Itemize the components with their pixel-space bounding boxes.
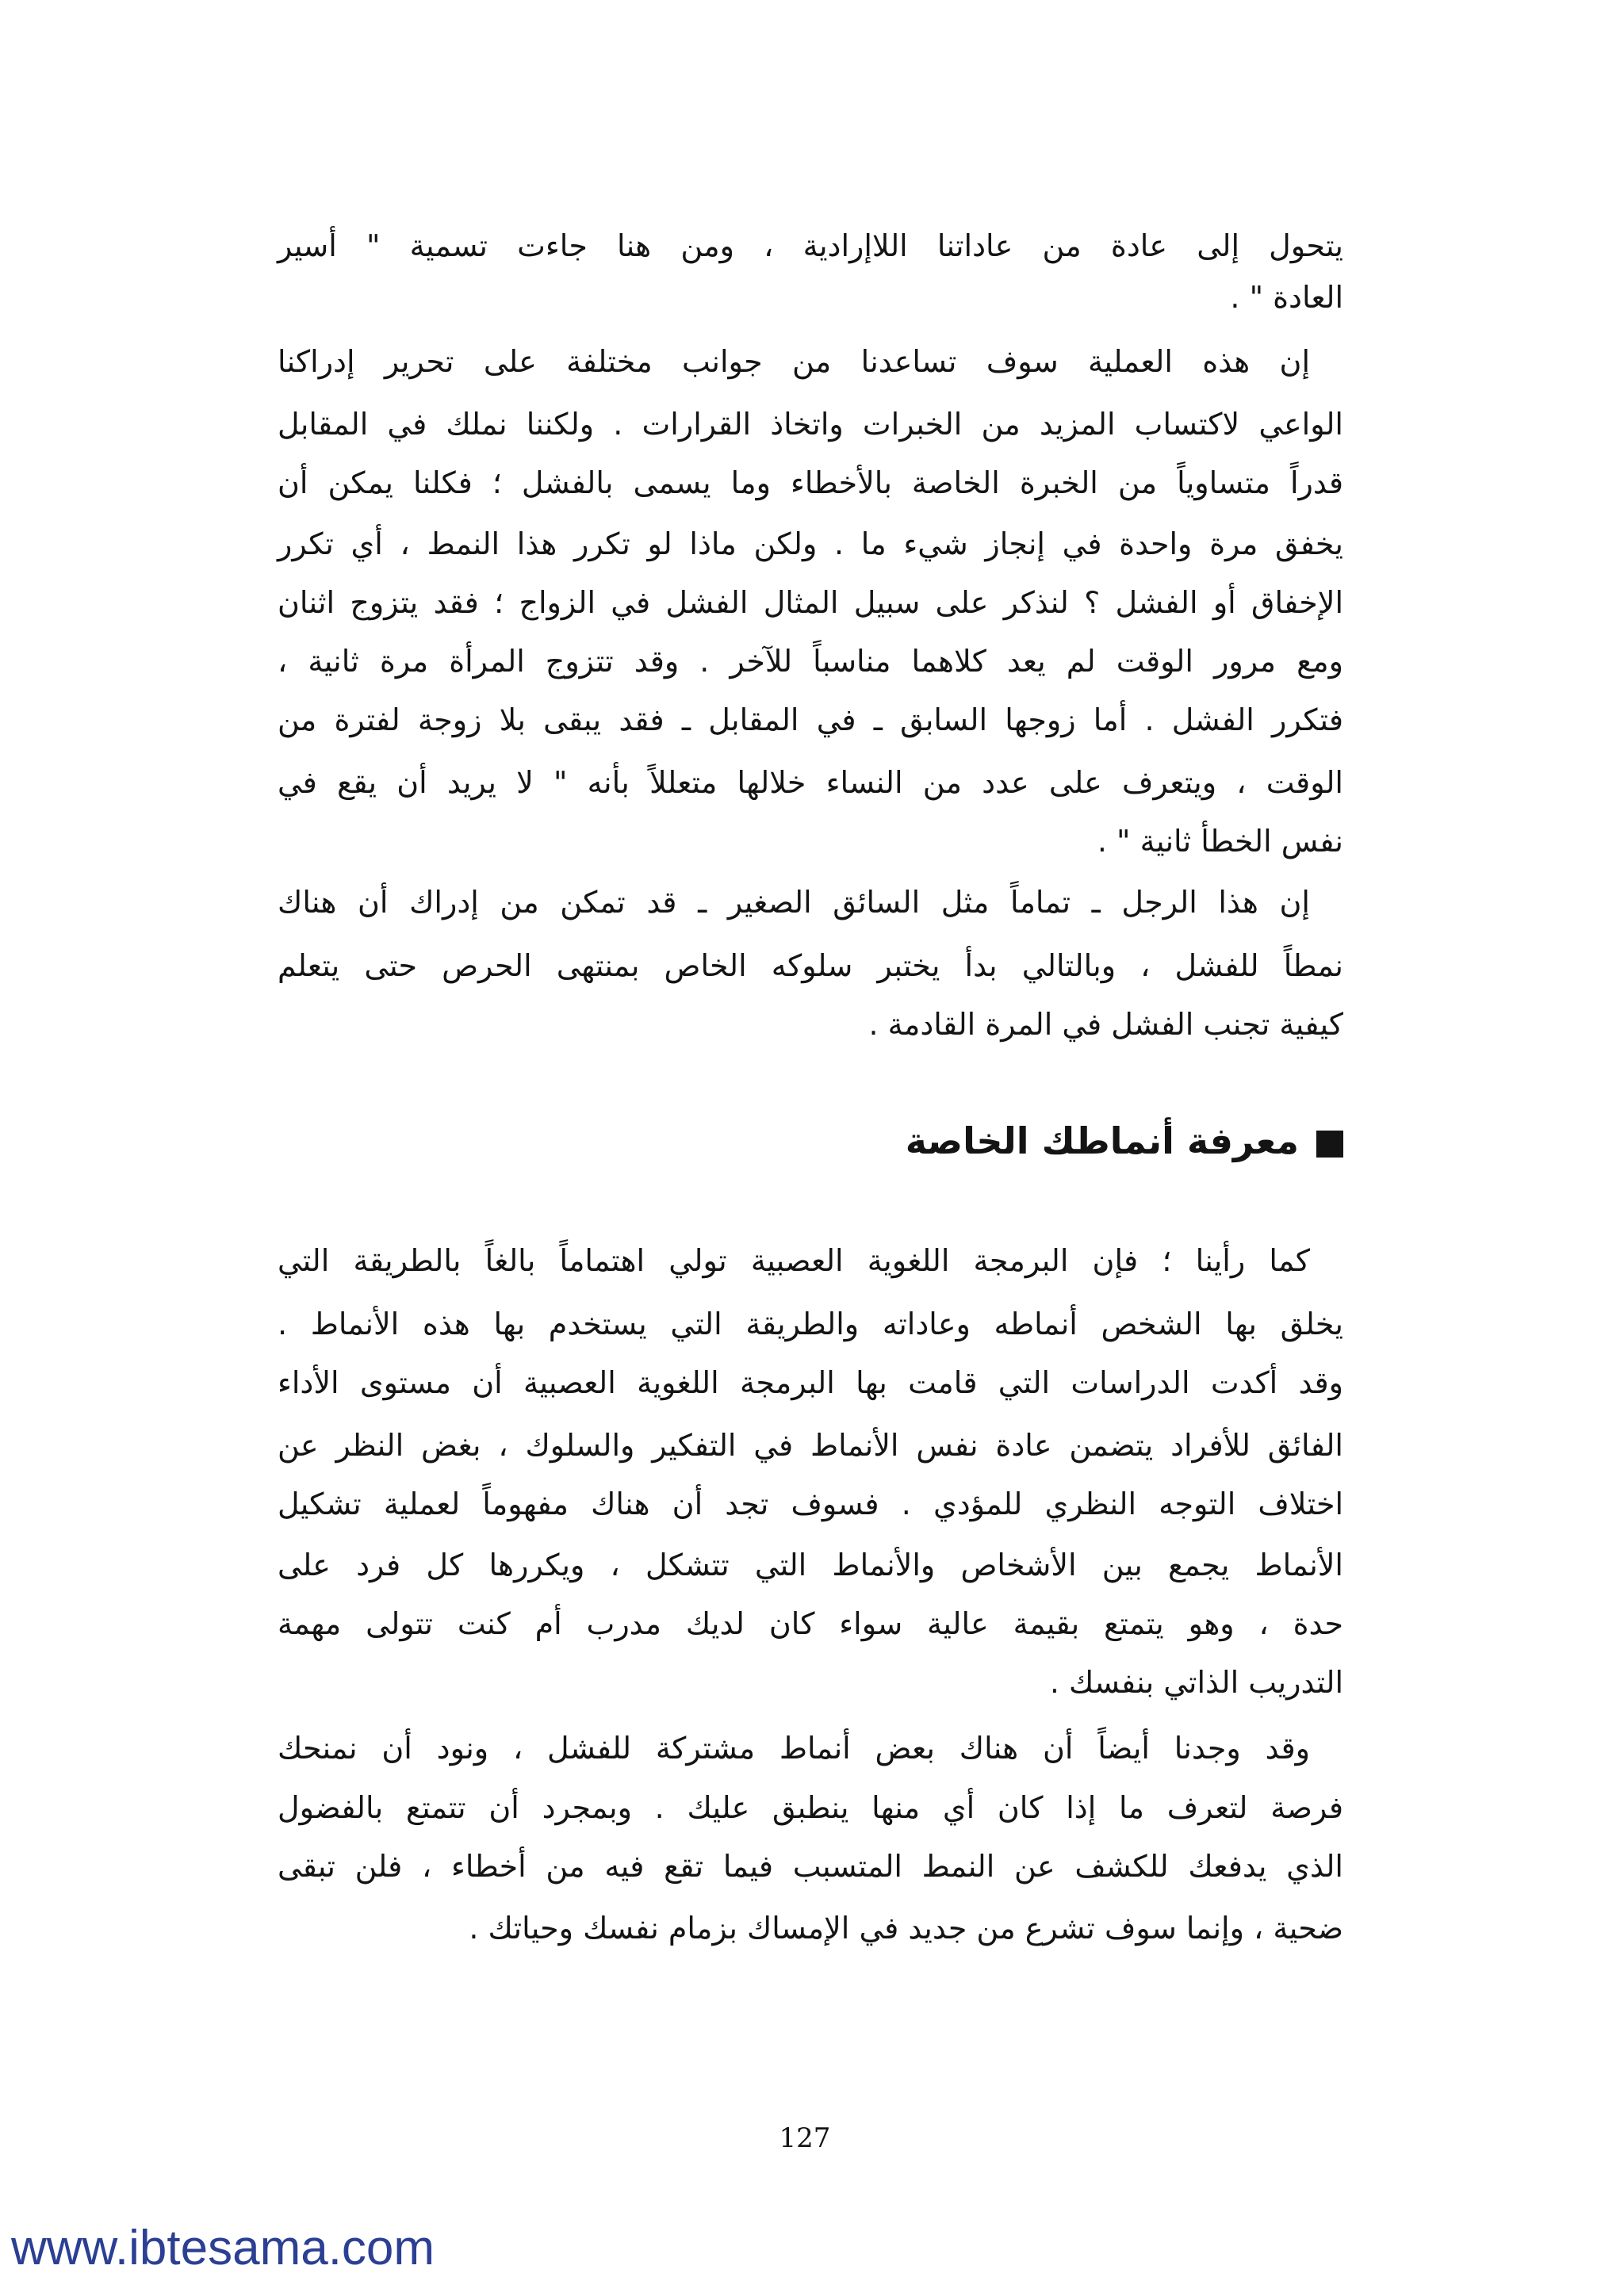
square-bullet-icon (1316, 1131, 1343, 1158)
text-line: يخفق مرة واحدة في إنجاز شيء ما . ولكن ماذا لو تكرر هذا النمط ، أي تكرر (278, 526, 1343, 561)
text-line: كيفية تجنب الفشل في المرة القادمة . (868, 1007, 1343, 1042)
text-line: يتحول إلى عادة من عاداتنا اللاإرادية ، ومن هنا جاءت تسمية " أسير (278, 228, 1343, 263)
text-line: العادة " . (1230, 280, 1343, 315)
text-line: التدريب الذاتي بنفسك . (1049, 1665, 1343, 1700)
text-line: وقد وجدنا أيضاً أن هناك بعض أنماط مشتركة للفشل ، ونود أن نمنحك (278, 1731, 1310, 1766)
text-line: إن هذه العملية سوف تساعدنا من جوانب مختلفة على تحرير إدراكنا (278, 344, 1310, 379)
text-line: نمطاً للفشل ، وبالتالي بدأ يختبر سلوكه الخاص بمنتهى الحرص حتى يتعلم (278, 948, 1343, 983)
text-line: وقد أكدت الدراسات التي قامت بها البرمجة اللغوية العصبية أن مستوى الأداء (278, 1365, 1343, 1400)
text-line: الفائق للأفراد يتضمن عادة نفس الأنماط في التفكير والسلوك ، بغض النظر عن (278, 1428, 1343, 1463)
text-line: إن هذا الرجل ـ تماماً مثل السائق الصغير ـ قد تمكن من إدراك أن هناك (278, 885, 1310, 920)
text-line: يخلق بها الشخص أنماطه وعاداته والطريقة التي يستخدم بها هذه الأنماط . (278, 1307, 1343, 1341)
text-line: الذي يدفعك للكشف عن النمط المتسبب فيما تقع فيه من أخطاء ، فلن تبقى (278, 1849, 1343, 1884)
text-line: اختلاف التوجه النظري للمؤدي . فسوف تجد أن هناك مفهوماً لعملية تشكيل (278, 1487, 1343, 1521)
text-line: الوقت ، ويتعرف على عدد من النساء خلالها متعللاً بأنه " لا يريد أن يقع في (278, 765, 1343, 800)
text-line: فتكرر الفشل . أما زوجها السابق ـ في المقابل ـ فقد يبقى بلا زوجة لفترة من (278, 702, 1343, 737)
section-heading (278, 1110, 1343, 1172)
text-line: الواعي لاكتساب المزيد من الخبرات واتخاذ القرارات . ولكننا نملك في المقابل (278, 407, 1343, 442)
text-line: ضحية ، وإنما سوف تشرع من جديد في الإمساك بزمام نفسك وحياتك . (469, 1911, 1343, 1946)
text-line: فرصة لتعرف ما إذا كان أي منها ينطبق عليك . وبمجرد أن تتمتع بالفضول (278, 1790, 1343, 1825)
page-number: 127 (779, 2122, 831, 2154)
text-line: حدة ، وهو يتمتع بقيمة عالية سواء كان لديك مدرب أم كنت تتولى مهمة (278, 1606, 1343, 1641)
watermark-url: www.ibtesama.com (11, 2221, 435, 2275)
text-line: الإخفاق أو الفشل ؟ لنذكر على سبيل المثال الفشل في الزواج ؛ فقد يتزوج اثنان (278, 585, 1343, 620)
text-line: كما رأينا ؛ فإن البرمجة اللغوية العصبية تولي اهتماماً بالغاً بالطريقة التي (278, 1243, 1310, 1278)
text-line: ومع مرور الوقت لم يعد كلاهما مناسباً للآخر . وقد تتزوج المرأة مرة ثانية ، (278, 644, 1343, 679)
text-line: الأنماط يجمع بين الأشخاص والأنماط التي تتشكل ، ويكررها كل فرد على (278, 1548, 1343, 1582)
text-line: قدراً متساوياً من الخبرة الخاصة بالأخطاء وما يسمى بالفشل ؛ فكلنا يمكن أن (278, 465, 1343, 500)
section-heading-text: معرفة أنماطك الخاصة (905, 1119, 1299, 1162)
text-line: نفس الخطأ ثانية " . (1097, 824, 1343, 859)
